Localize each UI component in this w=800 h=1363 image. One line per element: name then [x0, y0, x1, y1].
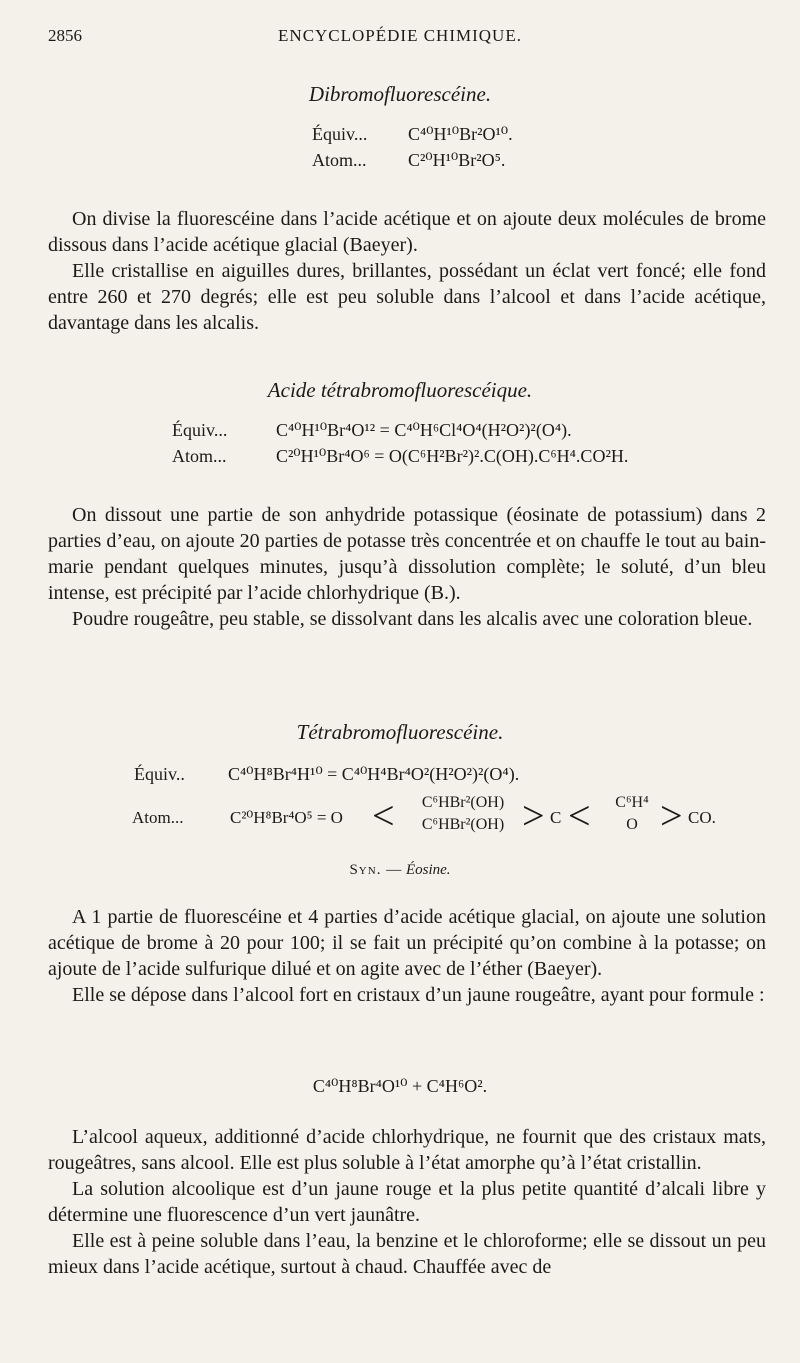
equiv-label: Équiv.. [134, 764, 185, 784]
equiv-label: Équiv... [172, 420, 228, 440]
equiv-label: Équiv... [312, 124, 368, 144]
equiv-formula-line [172, 420, 572, 441]
paragraph: Elle cristallise en aiguilles dures, brillantes, possédant un éclat vert foncé; elle fond entre 260 et 270 degrés; elle est peu soluble dans l’alcool et dans l’acide acétique, davantage dans les alcalis. [48, 260, 766, 334]
paragraph: L’alcool aqueux, additionné d’acide chlorhydrique, ne fournit que des cristaux mats, rougeâtres, sans alcool. Elle est plus soluble à l’état amorphe qu’à l’état cristallin. [48, 1126, 766, 1174]
formula-stack-2 [604, 792, 660, 836]
paragraph: Elle est à peine soluble dans l’eau, la benzine et le chloroforme; elle se dissout un peu mieux dans l’acide acétique, surtout à chaud. Chauffée avec de [48, 1230, 766, 1278]
paragraph: Elle se dépose dans l’alcool fort en cristaux d’un jaune rougeâtre, ayant pour formule : [72, 984, 765, 1006]
atom-label: Atom... [132, 808, 184, 827]
stack-top: C⁶HBr²(OH) [421, 794, 505, 811]
section3-body-a [48, 904, 766, 1008]
syn-name: Éosine. [405, 862, 451, 878]
section-title-dibromofluoresceine: Dibromofluorescéine. [308, 82, 492, 106]
paragraph: La solution alcoolique est d’un jaune rouge et la plus petite quantité d’alcali libre y détermine une fluorescence d’un vert jaunâtre. [48, 1178, 766, 1226]
atom-label: Atom... [172, 446, 227, 466]
close-angle: > [522, 793, 545, 838]
page-header [48, 26, 752, 50]
atom-formula: C²⁰H¹⁰Br²O⁵. [408, 150, 506, 170]
atom-formula-line [312, 150, 505, 171]
section-title-acide-tetrabromofluoresceique: Acide tétrabromofluorescéique. [267, 378, 533, 402]
equiv-formula-line [134, 764, 519, 785]
central-carbon: C [550, 808, 562, 827]
page-number: 2856 [48, 26, 82, 45]
equiv-formula: C⁴⁰H¹⁰Br⁴O¹² = C⁴⁰H⁶Cl⁴O⁴(H²O²)²(O⁴). [276, 420, 572, 440]
atom-formula-lead: C²⁰H⁸Br⁴O⁵ = O [230, 808, 343, 827]
stack-top: C⁶H⁴ [615, 794, 649, 811]
synonym-line [0, 862, 800, 879]
section1-body [48, 206, 766, 336]
equiv-formula: C⁴⁰H¹⁰Br²O¹⁰. [408, 124, 513, 144]
section-title-tetrabromofluoresceine: Tétrabromofluorescéine. [296, 720, 504, 744]
open-angle: < [372, 793, 395, 838]
stack-bottom: C⁶HBr²(OH) [421, 816, 505, 833]
atom-formula: C²⁰H¹⁰Br⁴O⁶ = O(C⁶H²Br²)².C(OH).C⁶H⁴.CO²H. [276, 446, 629, 466]
paragraph: A 1 partie de fluorescéine et 4 parties d’acide acétique glacial, on ajoute une solution acétique de brome à 20 pour 100; il se fait un précipité qu’on combine à la potasse; on ajoute de l’acide sulfurique dilué et on agite avec de l’éther (Baeyer). [48, 906, 766, 980]
paragraph: On divise la fluorescéine dans l’acide acétique et on ajoute deux molécules de brome dissous dans l’acide acétique glacial (Baeyer). [48, 208, 766, 256]
atom-label: Atom... [312, 150, 367, 170]
paragraph: On dissout une partie de son anhydride potassique (éosinate de potassium) dans 2 parties d’eau, on ajoute 20 parties de potasse très concentrée et on chauffe le tout au bain-marie pendant quelques minutes, jusqu’à dissolution complète; le soluté, d’un bleu intense, est précipité par l’acide chlorhydrique (B.). [48, 504, 766, 604]
atom-formula-tail: CO. [688, 808, 716, 827]
open-angle: < [568, 793, 591, 838]
atom-formula-line [172, 446, 628, 467]
crystal-formula: C⁴⁰H⁸Br⁴O¹⁰ + C⁴H⁶O². [312, 1076, 488, 1096]
stack-bottom: O [626, 816, 638, 833]
equiv-formula-line [312, 124, 513, 145]
paragraph: Poudre rougeâtre, peu stable, se dissolvant dans les alcalis avec une coloration bleue. [72, 608, 753, 630]
close-angle: > [660, 793, 683, 838]
section3-body-b [48, 1124, 766, 1280]
equiv-formula: C⁴⁰H⁸Br⁴H¹⁰ = C⁴⁰H⁴Br⁴O²(H²O²)²(O⁴). [228, 764, 520, 784]
formula-stack-1 [408, 792, 518, 836]
running-title: ENCYCLOPÉDIE CHIMIQUE. [278, 26, 522, 45]
syn-label: Syn. — [349, 862, 403, 878]
section2-body [48, 502, 766, 632]
